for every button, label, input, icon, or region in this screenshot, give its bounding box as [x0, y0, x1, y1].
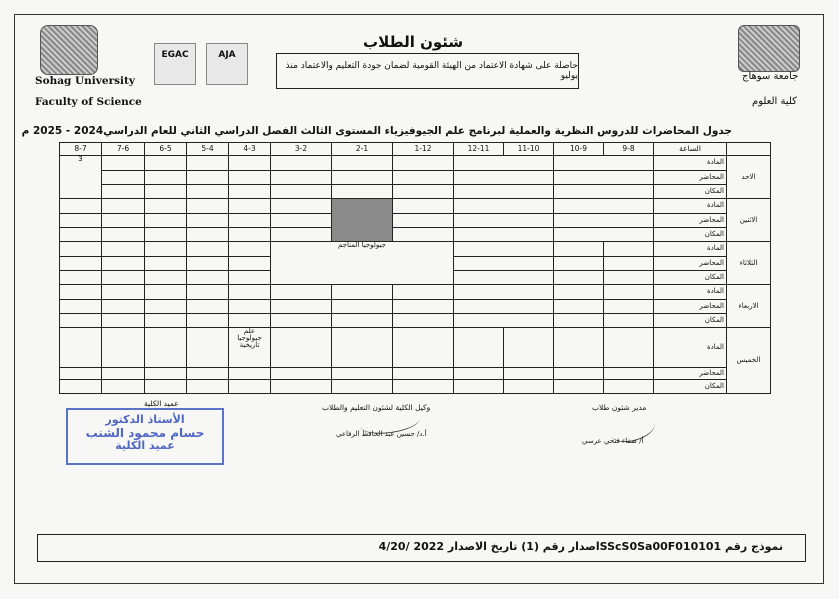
table-row	[60, 380, 771, 394]
period-header: 4-3	[229, 143, 271, 156]
period-header: 11-10	[504, 143, 554, 156]
accreditation-text: حاصلة على شهادة الاعتماد من الهيئة القومية لضمان جودة التعليم والاعتماد منذ يوليو	[285, 61, 578, 81]
period-header: 10-9	[554, 143, 604, 156]
vice-dean-title: وكيل الكلية لشئون التعليم والطلاب	[322, 403, 431, 412]
day-thursday: الخميس	[727, 328, 771, 394]
field-subject: المادة	[654, 242, 727, 256]
office-title: شئون الطلاب	[363, 33, 464, 51]
university-logo	[40, 25, 98, 75]
field-place: المكان	[654, 184, 727, 198]
field-lecturer: المحاضر	[654, 299, 727, 313]
schedule-title: جدول المحاضرات للدروس النظرية والعملية لبرنامج علم الجيوفيزياء المستوى الثالث الفصل الدراسي الثاني للعام الدراسي2024 - 2025 م	[21, 125, 732, 137]
table-header-row	[60, 143, 771, 156]
field-subject: المادة	[654, 199, 727, 213]
field-lecturer: المحاضر	[654, 256, 727, 270]
table-row	[60, 184, 771, 198]
period-header: 8-7	[60, 143, 102, 156]
hour-label: الساعة	[654, 143, 727, 156]
table-row	[60, 199, 771, 213]
faculty-name-en: Faculty of Science	[35, 96, 142, 108]
aja-certificate-logo: AJA	[206, 43, 248, 85]
table-row	[60, 299, 771, 313]
period-header: 6-5	[145, 143, 187, 156]
field-lecturer: المحاضر	[654, 368, 727, 380]
monday-lab-block	[332, 199, 393, 242]
field-subject: المادة	[654, 328, 727, 368]
period-header: 5-4	[187, 143, 229, 156]
table-row	[60, 285, 771, 299]
table-row	[60, 227, 771, 241]
form-number-text: نموذج رقم SScS0Sa00F010101اصدار رقم (1) تاريخ الاصدار 2022 /4/20	[378, 540, 783, 553]
form-number-bar	[37, 534, 806, 562]
table-row	[60, 242, 771, 256]
university-name-ar: جامعة سوهاج	[742, 71, 799, 82]
faculty-logo	[738, 25, 800, 72]
table-row	[60, 368, 771, 380]
tuesday-lab-course: جيولوجيا المناجم	[271, 242, 454, 285]
thursday-course: علم جيولوجيا تاريخية	[229, 328, 271, 368]
dean-title: عميد الكلية	[144, 399, 179, 408]
student-affairs-head-title: مدير شئون طلاب	[592, 403, 647, 412]
table-row	[60, 213, 771, 227]
period-header: 1-12	[393, 143, 454, 156]
field-subject: المادة	[654, 156, 727, 170]
table-row	[60, 328, 771, 368]
field-lecturer: المحاضر	[654, 170, 727, 184]
field-place: المكان	[654, 227, 727, 241]
period-header: 9-8	[604, 143, 654, 156]
field-place: المكان	[654, 270, 727, 284]
sunday-cell-value: 3	[60, 156, 102, 199]
field-lecturer: المحاضر	[654, 213, 727, 227]
table-row	[60, 313, 771, 327]
period-header: 12-11	[454, 143, 504, 156]
period-header: 3-2	[271, 143, 332, 156]
vice-dean-name: أ.د/ حسين عبد الحافظ الرفاعي	[336, 430, 427, 438]
day-sunday: الاحد	[727, 156, 771, 199]
header-corner	[727, 143, 771, 156]
student-affairs-head-name: أ/ صفاء فتحي عرسي	[582, 437, 644, 445]
day-wednesday: الاربعاء	[727, 285, 771, 328]
field-subject: المادة	[654, 285, 727, 299]
field-place: المكان	[654, 380, 727, 394]
day-tuesday: الثلاثاء	[727, 242, 771, 285]
dean-stamp: الأستاذ الدكتور حسام محمود الشنب عميد الكلية	[66, 408, 224, 465]
university-name-en: Sohag University	[35, 75, 135, 87]
table-row	[60, 156, 771, 170]
field-place: المكان	[654, 313, 727, 327]
period-header: 7-6	[102, 143, 145, 156]
egac-certificate-logo: EGAC	[154, 43, 196, 85]
schedule-table	[59, 142, 771, 394]
period-header: 2-1	[332, 143, 393, 156]
accreditation-box	[276, 53, 579, 89]
faculty-name-ar: كلية العلوم	[752, 96, 797, 107]
day-monday: الاثنين	[727, 199, 771, 242]
table-row	[60, 170, 771, 184]
